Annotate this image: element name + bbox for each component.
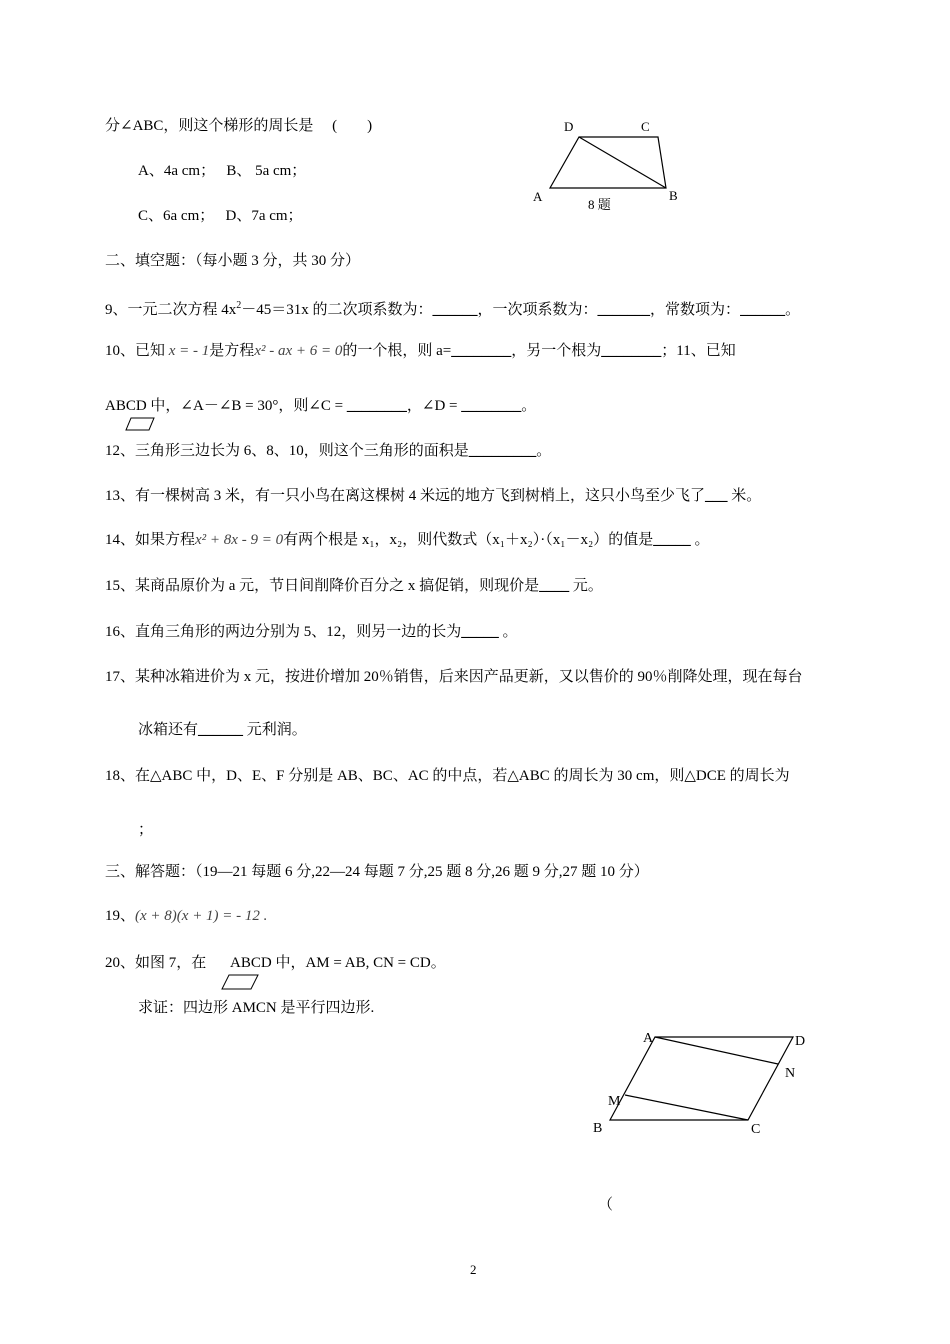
q16-blank[interactable]: _____ (461, 624, 499, 640)
q14: 14、如果方程x² + 8x - 9 = 0有两个根是 x₁，x₂，则代数式（x₁＋x₂）·（x₁－x₂）的值是_____ 。 (105, 532, 710, 548)
fig7-label-m: M (608, 1094, 621, 1109)
q9-blank-2[interactable]: _______ (597, 302, 651, 318)
fig7-label-d: D (795, 1034, 806, 1049)
q8-stem: 分∠ABC，则这个梯形的周长是 ( ) (105, 118, 373, 134)
parallelogram-icon (124, 416, 156, 432)
fig7-label-b: B (593, 1121, 603, 1136)
q15-blank[interactable]: ____ (539, 578, 570, 594)
q18-line2: ； (138, 822, 154, 838)
q19: 19、(x + 8)(x + 1) = - 12 . (105, 908, 268, 924)
fig8-label-c: C (641, 119, 650, 134)
fig8-caption: 8 题 (588, 197, 611, 212)
q11-blank-d[interactable]: ________ (461, 398, 522, 414)
q9-blank-3[interactable]: ______ (740, 302, 786, 318)
q20-line2: 求证：四边形 AMCN 是平行四边形. (138, 1000, 375, 1016)
q12: 12、三角形三边长为 6、8、10，则这个三角形的面积是_________。 (105, 443, 552, 459)
q11: ABCD 中，∠A－∠B = 30°，则∠C = ________，∠D = ________。 (105, 398, 537, 414)
fig7-label-a: A (643, 1031, 654, 1046)
q17-line1: 17、某种冰箱进价为 x 元，按进价增加 20％销售，后来因产品更新，又以售价的 90％削降处理，现在每台 (105, 669, 803, 685)
q10-blank-root[interactable]: ________ (601, 343, 662, 359)
q10-blank-a[interactable]: ________ (451, 343, 512, 359)
q10: 10、已知 x = - 1是方程x² - ax + 6 = 0的一个根，则 a=________，另一个根为________；11、已知 (105, 343, 736, 359)
section-3-title: 三、解答题：（19—21 每题 6 分,22—24 每题 7 分,25 题 8 分,26 题 9 分,27 题 10 分） (105, 864, 649, 880)
fig7-label-n: N (785, 1066, 796, 1081)
trapezoid-figure (525, 112, 695, 217)
q17-blank[interactable]: ______ (198, 722, 244, 738)
q14-blank[interactable]: _____ (653, 532, 691, 548)
q11-blank-c[interactable]: ________ (346, 398, 407, 414)
page-number: 2 (470, 1262, 477, 1277)
q18-line1: 18、在△ABC 中，D、E、F 分别是 AB、BC、AC 的中点，若△ABC 的周长为 30 cm，则△DCE 的周长为 (105, 768, 790, 784)
q13-blank[interactable]: ___ (705, 488, 728, 504)
fig8-label-b: B (669, 188, 678, 203)
q16: 16、直角三角形的两边分别为 5、12，则另一边的长为_____ 。 (105, 624, 518, 640)
trailing-paren: （ (598, 1197, 614, 1213)
q17-line2: 冰箱还有______ 元利润。 (138, 722, 307, 738)
q12-blank[interactable]: _________ (468, 443, 537, 459)
q9-blank-1[interactable]: ______ (432, 302, 478, 318)
fig8-label-a: A (533, 189, 543, 204)
fig8-label-d: D (564, 119, 574, 134)
q15: 15、某商品原价为 a 元，节日间削降价百分之 x 搞促销，则现价是____ 元。 (105, 578, 603, 594)
q13: 13、有一棵树高 3 米，有一只小鸟在离这棵树 4 米远的地方飞到树梢上，这只小鸟至少飞了___ 米。 (105, 488, 762, 504)
parallelogram-figure (585, 1025, 820, 1140)
parallelogram-icon (220, 973, 260, 991)
q8-options-cd: C、6a cm； D、7a cm； (138, 208, 303, 224)
section-2-title: 二、填空题：（每小题 3 分，共 30 分） (105, 253, 361, 269)
fig7-label-c: C (751, 1122, 761, 1137)
q20-line1: 20、如图 7，在 ABCD 中，AM = AB, CN = CD。 (105, 955, 446, 971)
q8-options-ab: A、4a cm； B、 5a cm； (138, 163, 307, 179)
q9: 9、一元二次方程 $4x^2-45=31x$ 的二次项系数为：______，一次项系数为：_______，常数项为：______。 (105, 300, 801, 318)
